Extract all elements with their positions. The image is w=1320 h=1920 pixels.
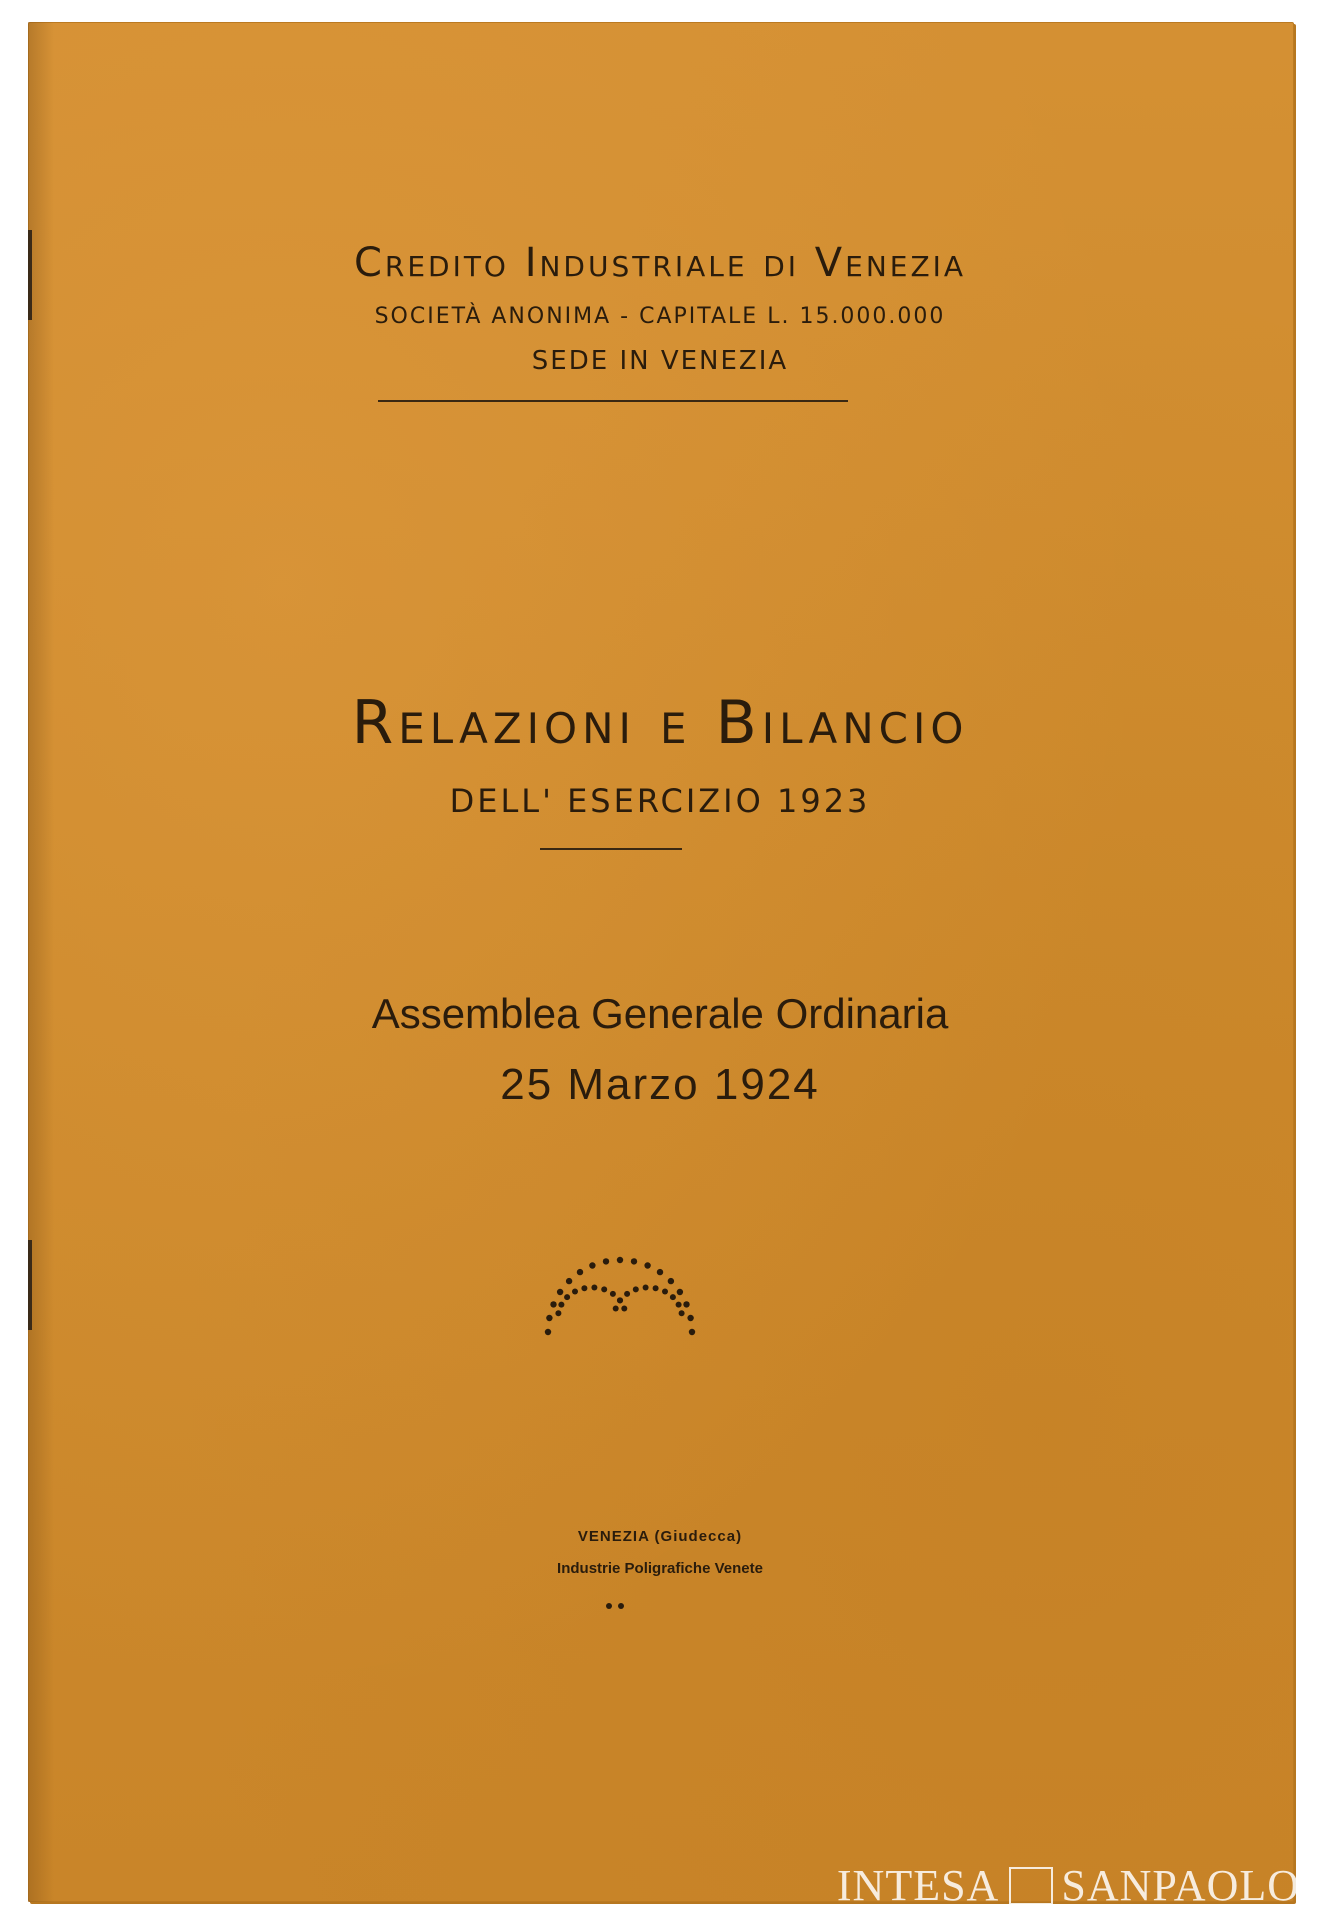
watermark-emblem-icon [1009, 1867, 1053, 1905]
document-subtitle: DELL' ESERCIZIO 1923 [449, 782, 871, 820]
company-name: Credito Industriale di Venezia [353, 240, 967, 286]
assembly-date: 25 Marzo 1924 [500, 1060, 820, 1109]
dotted-ornament-icon [530, 1240, 710, 1340]
watermark-right-text: SANPAOLO [1061, 1861, 1300, 1910]
printer-city: VENEZIA (Giudecca) [577, 1528, 743, 1545]
staple-bottom [28, 1240, 32, 1330]
assembly-line: Assemblea Generale Ordinaria [371, 990, 949, 1037]
seat-line: SEDE IN VENEZIA [531, 346, 789, 376]
watermark-left-text: INTESA [836, 1861, 1000, 1910]
double-dot-icon [600, 1600, 630, 1612]
header-divider [378, 400, 848, 402]
title-divider [540, 848, 682, 850]
document-title: Relazioni e Bilancio [351, 688, 969, 758]
printer-name: Industrie Poligrafiche Venete [557, 1560, 763, 1577]
watermark-logo [820, 1860, 1300, 1910]
society-capital: SOCIETÀ ANONIMA - CAPITALE L. 15.000.000 [374, 304, 946, 329]
